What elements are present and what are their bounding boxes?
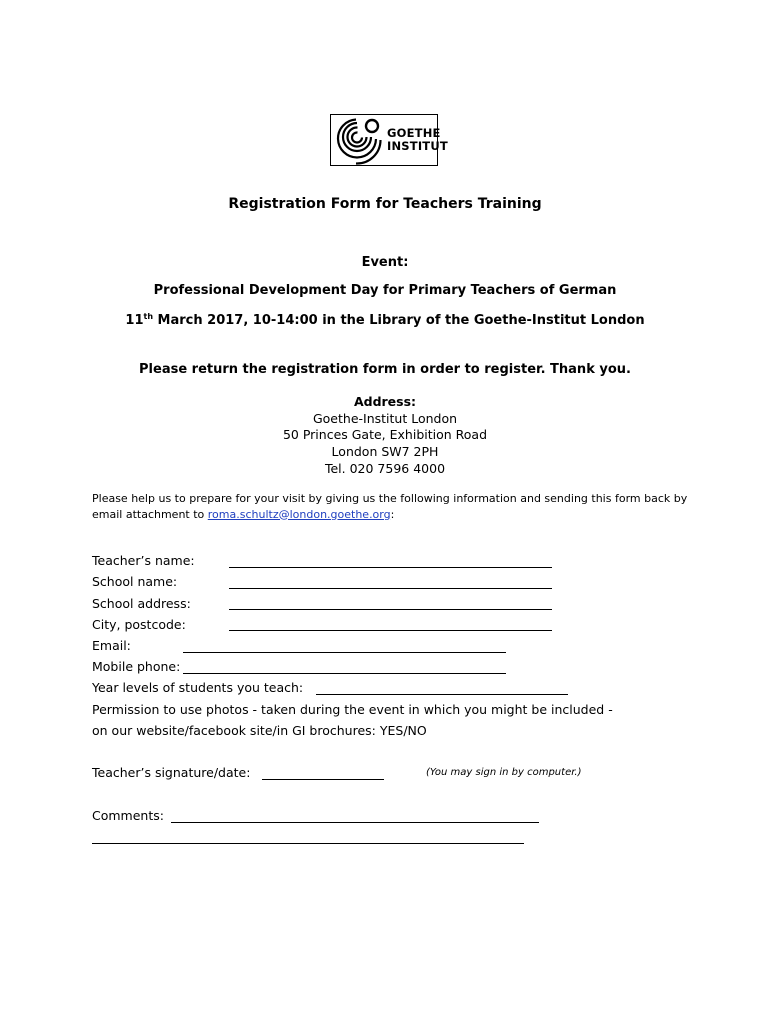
school-name-field[interactable] (229, 588, 552, 589)
signature-label: Teacher’s signature/date: (92, 765, 251, 780)
year-levels-field[interactable] (316, 694, 568, 695)
address-line-2: 50 Princes Gate, Exhibition Road (282, 427, 488, 443)
logo-line-2: INSTITUT (387, 139, 448, 153)
event-date (0, 312, 770, 328)
mobile-phone-field[interactable] (183, 673, 506, 674)
permission-text-line-2: on our website/facebook site/in GI brochures: YES/NO (92, 723, 427, 738)
event-name: Professional Development Day for Primary Teachers of German (153, 283, 617, 298)
year-levels-label: Year levels of students you teach: (92, 680, 304, 695)
event-date-suffix: th (143, 312, 154, 321)
logo-line-1: GOETHE (387, 126, 441, 140)
address-line-3: London SW7 2PH (331, 444, 439, 460)
event-label: Event: (361, 255, 409, 270)
comments-label: Comments: (92, 808, 164, 823)
address-block (0, 394, 770, 478)
email-label: Email: (92, 638, 131, 653)
page-title: Registration Form for Teachers Training (228, 196, 542, 212)
event-date-day: 11 (125, 313, 144, 328)
permission-text-line-1: Permission to use photos - taken during the event in which you might be included - (92, 702, 613, 717)
goethe-institut-logo (330, 114, 448, 166)
school-address-label: School address: (92, 596, 191, 611)
comments-field[interactable] (171, 822, 539, 823)
school-name-label: School name: (92, 574, 178, 589)
help-paragraph (92, 491, 712, 522)
signature-hint: (You may sign in by computer.) (426, 767, 582, 778)
email-field[interactable] (183, 652, 506, 653)
help-text: Please help us to prepare for your visit by giving us the following information and sending this form back by email attachment to (92, 492, 688, 521)
city-postcode-field[interactable] (229, 630, 552, 631)
help-text-end: : (390, 507, 395, 521)
teacher-name-field[interactable] (229, 567, 552, 568)
return-note: Please return the registration form in order to register. Thank you. (139, 362, 631, 377)
teacher-name-label: Teacher’s name: (92, 553, 195, 568)
school-address-field[interactable] (229, 609, 552, 610)
logo-text (387, 127, 448, 153)
signature-field[interactable] (262, 779, 384, 780)
city-postcode-label: City, postcode: (92, 617, 186, 632)
comments-field-line-2[interactable] (92, 843, 524, 844)
event-date-rest: March 2017, 10-14:00 in the Library of the Goethe-Institut London (153, 313, 645, 328)
email-link[interactable]: roma.schultz@london.goethe.org (207, 507, 391, 521)
address-line-1: Goethe-Institut London (312, 410, 458, 426)
address-label: Address: (353, 394, 417, 409)
goethe-logo-icon (332, 115, 386, 165)
address-phone: Tel. 020 7596 4000 (324, 460, 446, 476)
mobile-phone-label: Mobile phone: (92, 659, 181, 674)
